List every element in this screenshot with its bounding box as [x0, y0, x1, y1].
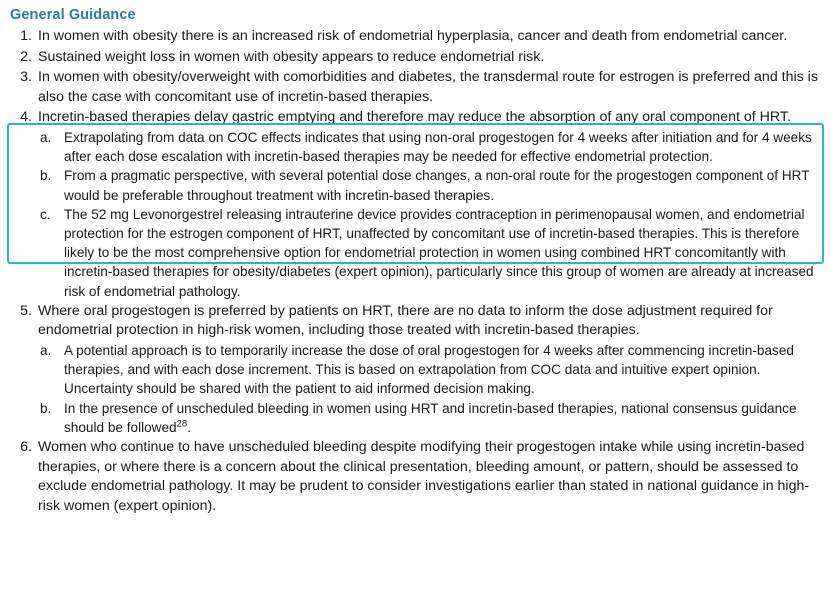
sub-list-item-number: b.	[40, 168, 52, 184]
list-item-number: 6.	[20, 439, 32, 455]
list-item	[8, 48, 821, 68]
sub-list	[38, 128, 821, 301]
list-item-number: 4.	[20, 109, 32, 126]
sub-list-item-text: A potential approach is to temporarily increase the dose of oral progestogen for 4 weeks after commencing incretin-based therapies, and with each dose increment. This is based on extrapolation from COC data and intuitive expert opinion. Uncertainty should be shared with the patient to aid informed decision making.	[64, 342, 794, 397]
sub-list-item-text: Extrapolating from data on COC effects indicates that using non-oral progestogen for 4 weeks after initiation and for 4 weeks after each dose escalation with incretin-based therapies may be needed for effective endometrial protection.	[64, 129, 812, 165]
list-item-text: In women with obesity/overweight with comorbidities and diabetes, the transdermal route for estrogen is preferred and this is also the case with concomitant use of incretin-based therapies.	[38, 69, 818, 105]
sub-list-item	[38, 399, 821, 437]
sub-list-item-text: In the presence of unscheduled bleeding in women using HRT and incretin-based therapies, national consensus guidance should be followed	[64, 400, 797, 435]
list-item-number: 5.	[20, 302, 32, 319]
list-item	[8, 68, 821, 107]
sub-list	[38, 341, 821, 437]
sub-list-item-number: c.	[40, 206, 51, 222]
reference-superscript: 28	[176, 418, 188, 430]
list-item-text: Where oral progestogen is preferred by patients on HRT, there are no data to inform the dose adjustment required for endometrial protection in high-risk women, including those treated with incretin-based therapies.	[38, 302, 773, 339]
list-item	[8, 27, 821, 47]
sub-list-item	[38, 166, 821, 204]
guidance-list	[8, 27, 821, 516]
list-item-text: Sustained weight loss in women with obesity appears to reduce endometrial risk.	[38, 48, 545, 65]
sub-list-item-text-after: .	[187, 419, 191, 435]
sub-list-item	[38, 341, 821, 399]
sub-list-item-text: The 52 mg Levonorgestrel releasing intrauterine device provides contraception in perimenopausal women, and endometrial protection for the estrogen component of HRT, unaffected by concomitant use of incretin-based therapies. This is therefore likely to be the most comprehensive option for endometrial protection in women using combined HRT concomitantly with incretin-based therapies for obesity/diabetes (expert opinion), particularly since this group of women are already at increased risk of endometrial pathology.	[64, 206, 814, 299]
list-item-text: In women with obesity there is an increased risk of endometrial hyperplasia, cancer and death from endometrial cancer.	[38, 28, 788, 44]
list-item-number: 2.	[20, 48, 32, 65]
sub-list-item	[38, 205, 821, 301]
list-item-text: Incretin-based therapies delay gastric emptying and therefore may reduce the absorption of any oral component of HRT.	[38, 109, 791, 126]
list-item	[8, 108, 821, 300]
list-item	[8, 302, 821, 437]
sub-list-item-number: a.	[40, 342, 52, 358]
list-item-number: 3.	[20, 69, 32, 86]
sub-list-item-number: a.	[40, 129, 52, 145]
sub-list-item	[38, 128, 821, 166]
list-item	[8, 438, 821, 516]
list-item-number: 1.	[20, 28, 32, 44]
page-title: General Guidance	[10, 7, 136, 23]
list-item-text: Women who continue to have unscheduled bleeding despite modifying their progestogen intake while using incretin-based therapies, or where there is a concern about the clinical presentation, bleeding amount, or pattern, should be assessed to exclude endometrial pathology. It may be prudent to consider investigations earlier than stated in national guidance in high-risk women (expert opinion).	[38, 439, 810, 514]
sub-list-item-number: b.	[40, 400, 52, 416]
sub-list-item-text: From a pragmatic perspective, with several potential dose changes, a non-oral route for the progestogen component of HRT would be preferable throughout treatment with incretin-based therapies.	[64, 168, 810, 203]
